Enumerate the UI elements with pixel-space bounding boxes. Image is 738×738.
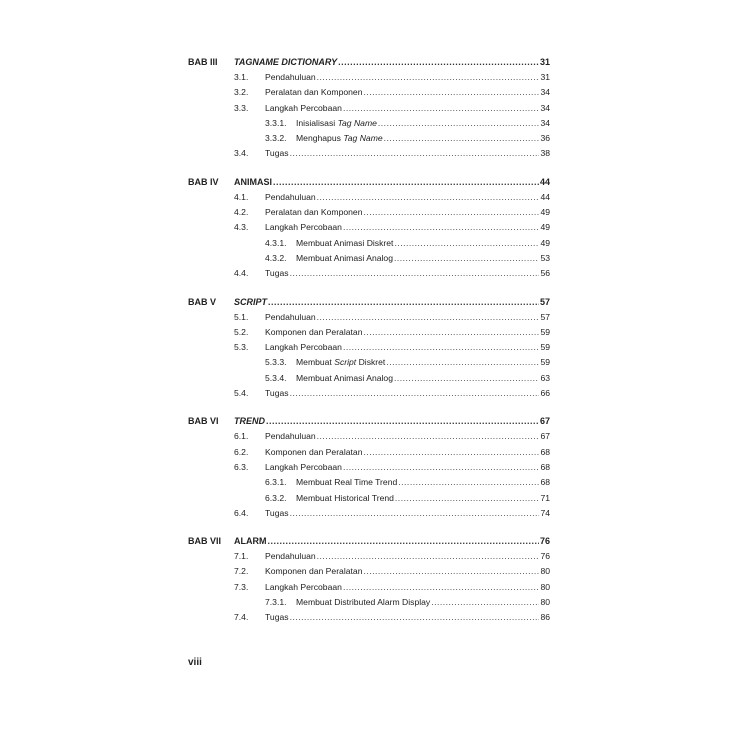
section-number: 4.2. xyxy=(234,207,249,218)
section-title xyxy=(296,116,377,131)
section-title-part: Langkah Percobaan xyxy=(265,222,342,233)
section-page-number: 66 xyxy=(540,388,550,399)
section-entry[interactable] xyxy=(234,549,550,564)
section-title xyxy=(265,146,289,161)
dot-leader xyxy=(338,55,539,70)
section-page-number: 86 xyxy=(540,612,550,623)
section-title xyxy=(265,266,289,281)
chapter-label: BAB III xyxy=(188,57,218,67)
section-title xyxy=(265,220,342,235)
section-title xyxy=(265,460,342,475)
section-title-part: Membuat xyxy=(296,357,335,368)
dot-leader xyxy=(317,70,540,85)
dot-leader xyxy=(363,445,539,460)
section-number: 3.1. xyxy=(234,72,249,82)
section-title xyxy=(296,355,385,370)
subsection-entry[interactable] xyxy=(265,236,550,251)
section-number: 5.3. xyxy=(234,342,249,353)
table-of-contents xyxy=(188,55,550,626)
section-title-part: Komponen dan Peralatan xyxy=(265,566,363,577)
section-title xyxy=(265,205,362,220)
chapter-page-number: 76 xyxy=(539,536,550,547)
section-entry[interactable] xyxy=(234,610,550,625)
section-title xyxy=(296,131,383,146)
section-page-number: 36 xyxy=(540,133,550,144)
section-title xyxy=(265,325,362,340)
chapter-heading[interactable] xyxy=(188,414,550,429)
section-page-number: 63 xyxy=(540,372,550,383)
section-page-number: 31 xyxy=(540,72,550,82)
section-entry[interactable] xyxy=(234,266,550,281)
chapter-label: BAB V xyxy=(188,296,217,307)
section-entry[interactable] xyxy=(234,325,550,340)
section-number: 7.1. xyxy=(234,551,249,562)
section-title xyxy=(296,371,393,386)
section-title-part: Membuat Historical Trend xyxy=(296,492,394,503)
dot-leader xyxy=(363,325,539,340)
section-title xyxy=(265,310,316,325)
section-page-number: 80 xyxy=(540,581,550,592)
section-title-part: Script xyxy=(334,357,357,368)
section-title xyxy=(265,580,342,595)
dot-leader xyxy=(394,371,539,386)
section-title-part: Tugas xyxy=(265,612,289,623)
section-page-number: 34 xyxy=(540,102,550,113)
dot-leader xyxy=(378,116,540,131)
section-number: 7.2. xyxy=(234,566,249,577)
dot-leader xyxy=(343,220,540,235)
section-title-part: Membuat Real Time Trend xyxy=(296,477,398,488)
section-entry[interactable] xyxy=(234,445,550,460)
section-title-part: Langkah Percobaan xyxy=(265,342,342,353)
section-number: 7.4. xyxy=(234,612,249,623)
section-title-part: Pendahuluan xyxy=(265,311,316,322)
section-page-number: 59 xyxy=(540,357,550,368)
dot-leader xyxy=(317,549,540,564)
dot-leader xyxy=(290,610,540,625)
chapter-heading[interactable] xyxy=(188,55,550,70)
dot-leader xyxy=(384,131,540,146)
subsection-entry[interactable] xyxy=(265,131,550,146)
section-number: 5.1. xyxy=(234,311,249,322)
section-title-part: Tugas xyxy=(265,507,289,518)
section-title xyxy=(296,236,393,251)
section-title-part: Menghapus xyxy=(296,133,344,144)
dot-leader xyxy=(386,355,539,370)
section-number: 4.3.2. xyxy=(265,252,287,263)
dot-leader xyxy=(290,266,540,281)
section-page-number: 74 xyxy=(540,507,550,518)
section-title-part: Langkah Percobaan xyxy=(265,461,342,472)
dot-leader xyxy=(317,190,540,205)
subsection-entry[interactable] xyxy=(265,475,550,490)
section-title-part: Diskret xyxy=(356,357,386,368)
chapter-label: BAB VII xyxy=(188,536,222,547)
section-page-number: 49 xyxy=(540,207,550,218)
section-entry[interactable] xyxy=(234,205,550,220)
dot-leader xyxy=(290,146,540,161)
chapter-page-number: 67 xyxy=(539,416,550,427)
section-title-part: Pendahuluan xyxy=(265,72,316,82)
section-page-number: 53 xyxy=(540,252,550,263)
section-page-number: 80 xyxy=(540,597,550,608)
subsection-entry[interactable] xyxy=(265,595,550,610)
subsection-entry[interactable] xyxy=(265,116,550,131)
chapter-title: TAGNAME DICTIONARY xyxy=(234,57,338,67)
section-title-part: Membuat Animasi Diskret xyxy=(296,237,394,248)
section-title-part: Langkah Percobaan xyxy=(265,581,342,592)
chapter-heading[interactable] xyxy=(188,175,550,190)
section-page-number: 68 xyxy=(540,461,550,472)
dot-leader xyxy=(317,429,540,444)
chapter-heading[interactable] xyxy=(188,295,550,310)
section-number: 6.4. xyxy=(234,507,249,518)
dot-leader xyxy=(395,491,540,506)
section-number: 3.2. xyxy=(234,87,249,98)
chapter-title: ANIMASI xyxy=(234,176,272,187)
section-title xyxy=(265,445,362,460)
section-title xyxy=(265,386,289,401)
chapter-title: SCRIPT xyxy=(234,296,268,307)
section-title-part: Pendahuluan xyxy=(265,551,316,562)
section-title-part: Tag Name xyxy=(343,133,383,144)
section-title-part: Langkah Percobaan xyxy=(265,102,342,113)
section-title-part: Peralatan dan Komponen xyxy=(265,207,363,218)
section-title xyxy=(296,595,430,610)
section-entry[interactable] xyxy=(234,146,550,161)
chapter-page-number: 44 xyxy=(539,176,550,187)
section-number: 5.4. xyxy=(234,388,249,399)
dot-leader xyxy=(343,340,540,355)
section-number: 4.1. xyxy=(234,191,249,202)
dot-leader xyxy=(363,564,539,579)
chapter-heading[interactable] xyxy=(188,534,550,549)
section-entry[interactable] xyxy=(234,220,550,235)
section-title-part: Pendahuluan xyxy=(265,191,316,202)
dot-leader xyxy=(266,414,539,429)
section-title-part: Tugas xyxy=(265,268,289,279)
section-number: 6.2. xyxy=(234,446,249,457)
dot-leader xyxy=(290,386,540,401)
dot-leader xyxy=(363,85,539,100)
dot-leader xyxy=(394,251,539,266)
section-number: 5.3.3. xyxy=(265,357,287,368)
section-number: 4.4. xyxy=(234,268,249,279)
section-title-part: Membuat Animasi Analog xyxy=(296,252,393,263)
section-title-part: Peralatan dan Komponen xyxy=(265,87,363,98)
subsection-entry[interactable] xyxy=(265,491,550,506)
section-title-part: Pendahuluan xyxy=(265,431,316,442)
section-entry[interactable] xyxy=(234,429,550,444)
section-number: 5.3.4. xyxy=(265,372,287,383)
section-number: 6.3.1. xyxy=(265,477,287,488)
section-title-part: Tugas xyxy=(265,388,289,399)
section-number: 3.3.1. xyxy=(265,117,287,128)
section-number: 4.3.1. xyxy=(265,237,287,248)
section-page-number: 56 xyxy=(540,268,550,279)
section-page-number: 34 xyxy=(540,117,550,128)
section-entry[interactable] xyxy=(234,506,550,521)
dot-leader xyxy=(317,310,540,325)
chapter-page-number: 57 xyxy=(539,296,550,307)
section-number: 4.3. xyxy=(234,222,249,233)
section-entry[interactable] xyxy=(234,460,550,475)
section-page-number: 44 xyxy=(540,191,550,202)
section-title-part: Inisialisasi xyxy=(296,117,338,128)
dot-leader xyxy=(290,506,540,521)
section-title xyxy=(296,251,393,266)
section-title-part: Komponen dan Peralatan xyxy=(265,326,363,337)
section-page-number: 80 xyxy=(540,566,550,577)
section-title xyxy=(265,190,316,205)
section-title xyxy=(265,85,362,100)
section-entry[interactable] xyxy=(234,310,550,325)
section-page-number: 76 xyxy=(540,551,550,562)
section-title-part: Komponen dan Peralatan xyxy=(265,446,363,457)
section-page-number: 59 xyxy=(540,342,550,353)
dot-leader xyxy=(431,595,539,610)
chapter-page-number: 31 xyxy=(539,57,550,67)
section-title xyxy=(265,610,289,625)
section-title-part: Tugas xyxy=(265,148,289,159)
section-page-number: 49 xyxy=(540,237,550,248)
section-title-part: Membuat Animasi Analog xyxy=(296,372,393,383)
section-title xyxy=(296,475,397,490)
chapter-label: BAB IV xyxy=(188,176,219,187)
subsection-entry[interactable] xyxy=(265,355,550,370)
subsection-entry[interactable] xyxy=(265,371,550,386)
section-title xyxy=(265,70,316,85)
section-title xyxy=(265,506,289,521)
section-number: 6.3.2. xyxy=(265,492,287,503)
dot-leader xyxy=(363,205,539,220)
section-page-number: 59 xyxy=(540,326,550,337)
section-entry[interactable] xyxy=(234,386,550,401)
dot-leader xyxy=(398,475,539,490)
section-entry[interactable] xyxy=(234,564,550,579)
section-title xyxy=(265,101,342,116)
section-title xyxy=(265,564,362,579)
section-entry[interactable] xyxy=(234,85,550,100)
section-title xyxy=(265,340,342,355)
chapter-title: TREND xyxy=(234,416,265,427)
subsection-entry[interactable] xyxy=(265,251,550,266)
dot-leader xyxy=(273,175,539,190)
dot-leader xyxy=(343,580,540,595)
dot-leader xyxy=(268,295,539,310)
section-title xyxy=(296,491,394,506)
chapter-title: ALARM xyxy=(234,536,267,547)
section-number: 3.4. xyxy=(234,148,249,159)
page-number: viii xyxy=(188,657,202,668)
section-entry[interactable] xyxy=(234,70,550,85)
dot-leader xyxy=(394,236,539,251)
section-number: 5.2. xyxy=(234,326,249,337)
section-entry[interactable] xyxy=(234,101,550,116)
section-title xyxy=(265,549,316,564)
section-number: 7.3.1. xyxy=(265,597,287,608)
section-page-number: 49 xyxy=(540,222,550,233)
section-page-number: 38 xyxy=(540,148,550,159)
section-page-number: 68 xyxy=(540,477,550,488)
chapter-label: BAB VI xyxy=(188,416,219,427)
section-title-part: Membuat Distributed Alarm Display xyxy=(296,597,431,608)
section-number: 3.3. xyxy=(234,102,249,113)
section-page-number: 57 xyxy=(540,311,550,322)
section-number: 6.1. xyxy=(234,431,249,442)
section-number: 7.3. xyxy=(234,581,249,592)
section-entry[interactable] xyxy=(234,580,550,595)
section-number: 3.3.2. xyxy=(265,133,287,144)
section-title-part: Tag Name xyxy=(337,117,377,128)
section-entry[interactable] xyxy=(234,340,550,355)
section-page-number: 67 xyxy=(540,431,550,442)
section-page-number: 68 xyxy=(540,446,550,457)
section-entry[interactable] xyxy=(234,190,550,205)
section-title xyxy=(265,429,316,444)
dot-leader xyxy=(343,101,540,116)
section-page-number: 34 xyxy=(540,87,550,98)
section-page-number: 71 xyxy=(540,492,550,503)
section-number: 6.3. xyxy=(234,461,249,472)
dot-leader xyxy=(268,534,539,549)
dot-leader xyxy=(343,460,540,475)
